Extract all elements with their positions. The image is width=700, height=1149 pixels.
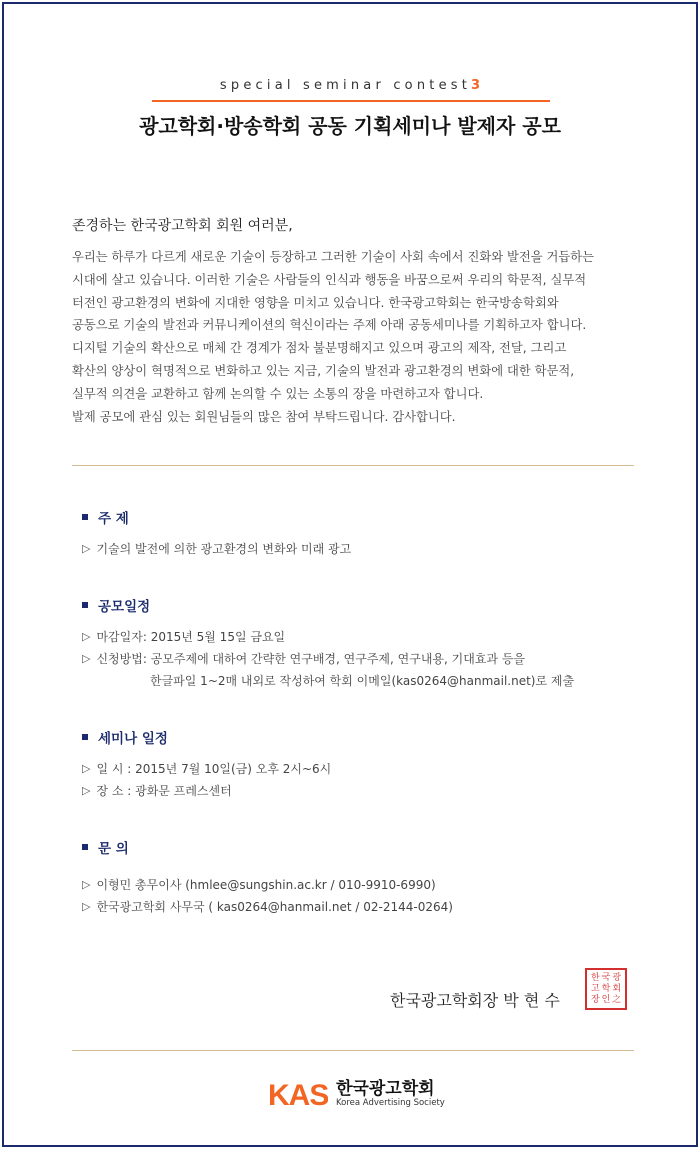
- list-item-text: 기술의 발전에 의한 광고환경의 변화와 미래 광고: [96, 542, 352, 556]
- list-item: [82, 538, 351, 560]
- seal-char: 국: [601, 973, 611, 983]
- section-heading: [82, 726, 331, 748]
- seal-grid: [590, 973, 622, 1005]
- list-item-text: 한국광고학회 사무국 ( kas0264@hanmail.net / 02-2144-0264): [96, 900, 453, 914]
- divider-top: [72, 465, 634, 466]
- kicker-number: 3: [471, 78, 481, 93]
- seal-char: 한: [590, 973, 600, 983]
- seal-char: 인: [601, 995, 611, 1005]
- kas-logo: [268, 1079, 445, 1109]
- section-heading: [82, 836, 453, 858]
- seal-char: 학: [601, 984, 611, 994]
- triangle-bullet-icon: ▷: [82, 762, 91, 775]
- section-topic: [82, 506, 351, 560]
- seal-char: 회: [612, 984, 622, 994]
- section-seminar: [82, 726, 331, 802]
- intro-line: 우리는 하루가 다르게 새로운 기술이 등장하고 그러한 기술이 사회 속에서 진화와 발전을 거듭하는: [72, 250, 595, 264]
- section-heading: [82, 506, 351, 528]
- square-bullet-icon: [82, 844, 88, 850]
- logo-name-ko: 한국광고학회: [336, 1078, 435, 1099]
- section-heading-label: 세미나 일정: [98, 731, 168, 747]
- square-bullet-icon: [82, 514, 88, 520]
- list-item: [82, 758, 331, 780]
- section-heading: [82, 594, 574, 616]
- section-schedule: [82, 594, 574, 692]
- list-item-text: 신청방법: 공모주제에 대하여 간략한 연구배경, 연구주제, 연구내용, 기대효과 등을: [96, 652, 526, 666]
- greeting: 존경하는 한국광고학회 회원 여러분,: [72, 218, 293, 234]
- intro-line: 시대에 살고 있습니다. 이러한 기술은 사람들의 인식과 행동을 바꿈으로써 우리의 학문적, 실무적: [72, 272, 587, 287]
- triangle-bullet-icon: ▷: [82, 630, 91, 643]
- triangle-bullet-icon: ▷: [82, 878, 91, 891]
- list-item: [82, 780, 331, 802]
- intro-paragraph: [72, 246, 642, 428]
- seal-stamp-icon: [585, 968, 627, 1010]
- intro-line: 확산의 양상이 혁명적으로 변화하고 있는 지금, 기술의 발전과 광고환경의 변화에 대한 학문적,: [72, 363, 575, 378]
- seal-char: 之: [612, 995, 622, 1005]
- seal-char: 장: [590, 995, 600, 1005]
- list-item-text: 일 시 : 2015년 7월 10일(금) 오후 2시~6시: [96, 762, 332, 776]
- section-contact: [82, 836, 453, 918]
- section-heading-label: 문 의: [98, 841, 129, 857]
- kicker-text: special seminar contest: [219, 78, 472, 93]
- intro-line: 실무적 의견을 교환하고 함께 논의할 수 있는 소통의 장을 마련하고자 합니다.: [72, 386, 484, 401]
- logo-name-en: Korea Advertising Society: [336, 1097, 445, 1108]
- intro-line: 공동으로 기술의 발전과 커뮤니케이션의 혁신이라는 주제 아래 공동세미나를 기획하고자 합니다.: [72, 318, 587, 333]
- triangle-bullet-icon: ▷: [82, 900, 91, 913]
- intro-line: 발제 공모에 관심 있는 회원님들의 많은 참여 부탁드립니다. 감사합니다.: [72, 409, 456, 424]
- kas-logo-icon: [268, 1079, 328, 1109]
- list-item: [82, 648, 574, 670]
- list-item: [82, 896, 453, 918]
- triangle-bullet-icon: ▷: [82, 542, 91, 555]
- section-heading-label: 주 제: [98, 511, 129, 527]
- kicker: [0, 78, 700, 93]
- list-item-text: 장 소 : 광화문 프레스센터: [96, 784, 232, 798]
- square-bullet-icon: [82, 734, 88, 740]
- page-title: 광고학회·방송학회 공동 기획세미나 발제자 공모: [139, 114, 561, 138]
- list-item-text: 마감일자: 2015년 5월 15일 금요일: [96, 630, 286, 644]
- list-item-continuation: 한글파일 1~2매 내외로 작성하여 학회 이메일(kas0264@hanmail.net)로 제출: [150, 674, 575, 688]
- logo-text: [336, 1080, 445, 1109]
- section-heading-label: 공모일정: [98, 599, 151, 615]
- intro-line: 터전인 광고환경의 변화에 지대한 영향을 미치고 있습니다. 한국광고학회는 한국방송학회와: [72, 295, 559, 310]
- triangle-bullet-icon: ▷: [82, 652, 91, 665]
- divider-bottom: [72, 1050, 634, 1051]
- intro-line: 디지털 기술의 확산으로 매체 간 경계가 점차 불분명해지고 있으며 광고의 제작, 전달, 그리고: [72, 341, 567, 356]
- signature: 한국광고학회장 박 현 수: [390, 991, 560, 1010]
- list-item-text: 이형민 총무이사 (hmlee@sungshin.ac.kr / 010-9910-6990): [96, 878, 436, 892]
- seal-char: 광: [612, 973, 622, 983]
- kas-logo-mark: KAS: [268, 1079, 328, 1109]
- list-item: [82, 626, 574, 648]
- title-rule: [152, 100, 550, 102]
- square-bullet-icon: [82, 602, 88, 608]
- list-item: [82, 874, 453, 896]
- seal-char: 고: [590, 984, 600, 994]
- triangle-bullet-icon: ▷: [82, 784, 91, 797]
